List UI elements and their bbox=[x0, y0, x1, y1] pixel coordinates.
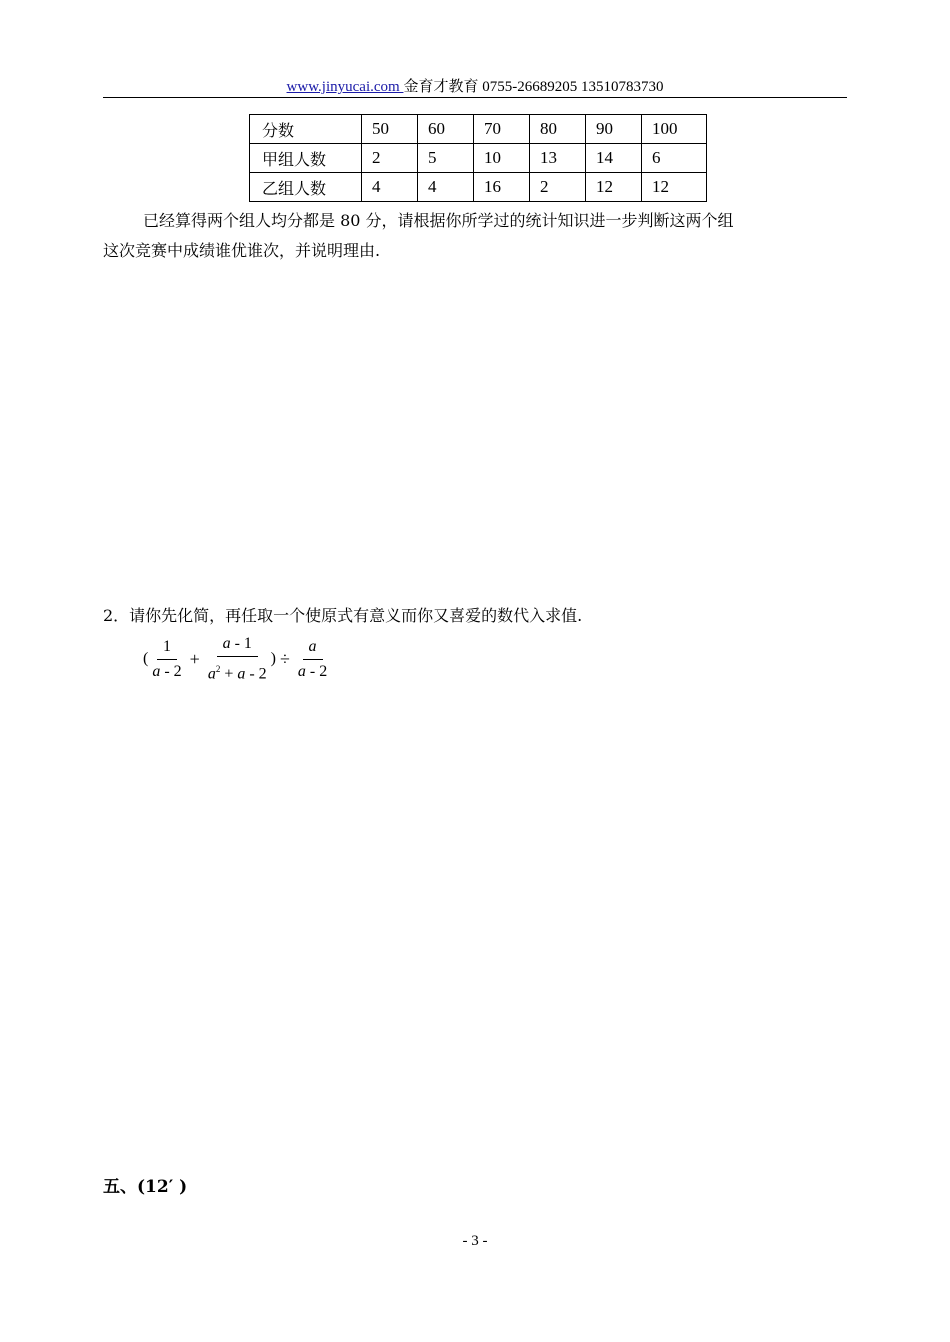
math-expression bbox=[143, 634, 331, 684]
table-row bbox=[250, 144, 707, 173]
table-cell: 70 bbox=[474, 115, 530, 144]
table-cell: 2 bbox=[362, 144, 418, 173]
denominator: $a^2 + a - 2$ bbox=[207, 663, 267, 683]
denominator: a - 2 bbox=[297, 662, 328, 680]
table-row bbox=[250, 173, 707, 202]
table-cell: 90 bbox=[586, 115, 642, 144]
table-cell: 5 bbox=[418, 144, 474, 173]
table-cell: 14 bbox=[586, 144, 642, 173]
question-paragraph bbox=[103, 206, 851, 266]
divide-sign: ÷ bbox=[280, 648, 290, 669]
table-cell: 12 bbox=[586, 173, 642, 202]
table-cell: 2 bbox=[530, 173, 586, 202]
table-cell: 4 bbox=[418, 173, 474, 202]
table-cell: 50 bbox=[362, 115, 418, 144]
numerator: 1 bbox=[157, 637, 177, 660]
paragraph-line: 这次竞赛中成绩谁优谁次，并说明理由. bbox=[103, 241, 381, 260]
fraction-2 bbox=[208, 634, 267, 684]
table-cell: 4 bbox=[362, 173, 418, 202]
table-cell: 12 bbox=[642, 173, 707, 202]
numerator: a bbox=[303, 637, 323, 660]
question-2: 2．请你先化简，再任取一个使原式有意义而你又喜爱的数代入求值. bbox=[103, 606, 583, 625]
header-divider bbox=[103, 97, 847, 98]
page-header bbox=[0, 77, 950, 97]
open-paren: ( bbox=[143, 650, 149, 667]
table-cell: 13 bbox=[530, 144, 586, 173]
website-link[interactable]: www.jinyucai.com bbox=[286, 79, 404, 95]
plus-sign: + bbox=[189, 648, 200, 669]
table-cell: 16 bbox=[474, 173, 530, 202]
table-cell: 80 bbox=[530, 115, 586, 144]
close-paren: ) bbox=[270, 650, 276, 667]
denominator: a - 2 bbox=[152, 662, 182, 680]
header-contact: 金育才教育 0755-26689205 13510783730 bbox=[403, 79, 664, 95]
paragraph-line bbox=[103, 206, 851, 236]
section-5-heading: 五、(12′ ) bbox=[103, 1177, 188, 1197]
table-cell: 乙组人数 bbox=[250, 173, 362, 202]
fraction-1 bbox=[152, 637, 181, 682]
numerator: a - 1 bbox=[217, 634, 258, 657]
fraction-3 bbox=[298, 637, 327, 682]
paragraph-text: 已经算得两个组人均分都是 80 分，请根据你所学过的统计知识进一步判断这两个组 bbox=[143, 211, 734, 230]
score-table bbox=[249, 114, 707, 202]
table-cell: 甲组人数 bbox=[250, 144, 362, 173]
page-number: - 3 - bbox=[462, 1233, 488, 1249]
table-cell: 分数 bbox=[250, 115, 362, 144]
table-cell: 6 bbox=[642, 144, 707, 173]
table-cell: 10 bbox=[474, 144, 530, 173]
table-cell: 100 bbox=[642, 115, 707, 144]
table-cell: 60 bbox=[418, 115, 474, 144]
table-row bbox=[250, 115, 707, 144]
